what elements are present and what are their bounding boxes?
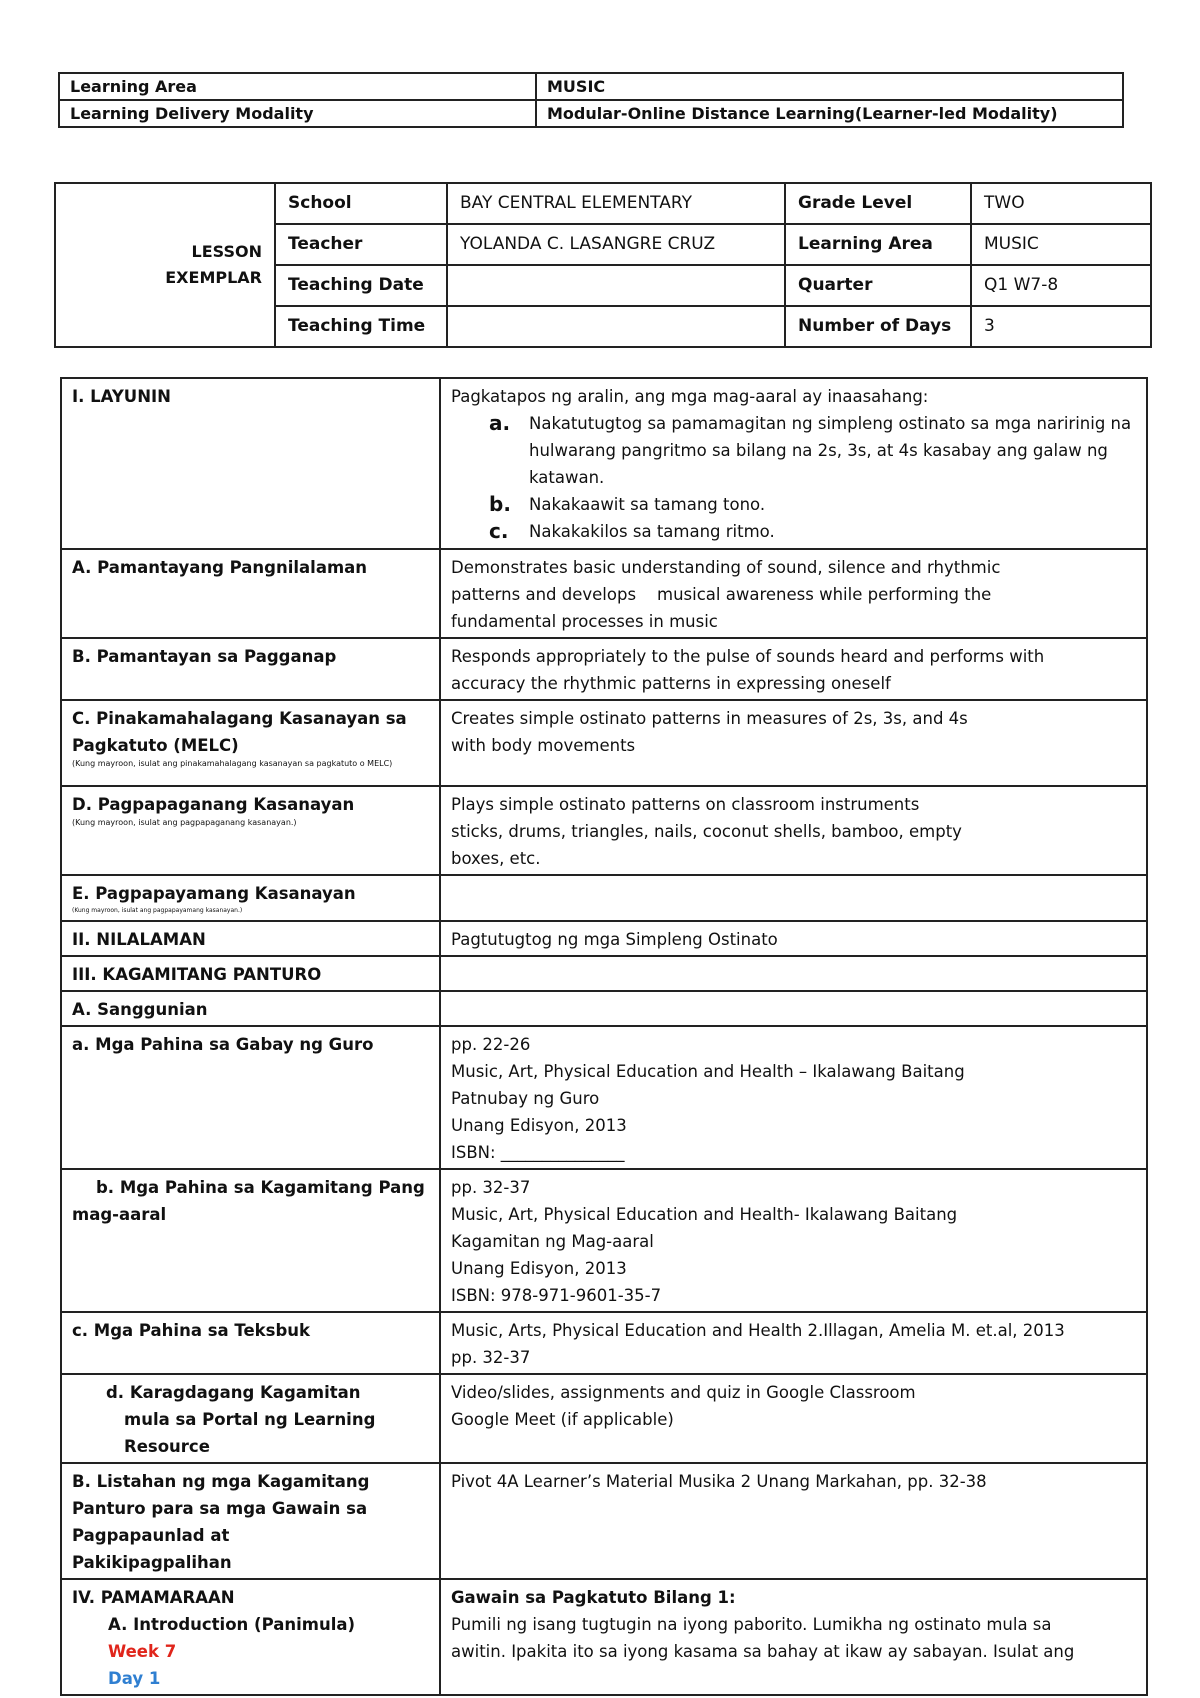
number-of-days-value: 3: [971, 306, 1151, 347]
content-line: with body movements: [451, 736, 636, 755]
teacher-value: YOLANDA C. LASANGRE CRUZ: [447, 224, 785, 265]
content-line: boxes, etc.: [451, 849, 541, 868]
school-value: BAY CENTRAL ELEMENTARY: [447, 183, 785, 224]
layunin-intro: Pagkatapos ng aralin, ang mga mag-aaral ay inaasahang:: [451, 387, 929, 406]
listahan-label: [61, 1463, 440, 1579]
label-line: Panturo para sa mga Gawain sa: [72, 1499, 368, 1518]
label-line: B. Listahan ng mga Kagamitang: [72, 1472, 370, 1491]
number-of-days-label: Number of Days: [785, 306, 971, 347]
learning-area-value: MUSIC: [536, 73, 1123, 100]
gabay-content: [440, 1026, 1147, 1169]
label-line: d. Karagdagang Kagamitan: [106, 1383, 361, 1402]
school-label: School: [275, 183, 447, 224]
list-marker: c.: [489, 519, 509, 543]
content-line: pp. 32-37: [451, 1348, 531, 1367]
teksbuk-label: c. Mga Pahina sa Teksbuk: [61, 1312, 440, 1374]
kagamitan-label: III. KAGAMITANG PANTURO: [61, 956, 440, 991]
content-line: Patnubay ng Guro: [451, 1089, 600, 1108]
pamamaraan-content: [440, 1579, 1147, 1695]
pagganap-label: B. Pamantayan sa Pagganap: [61, 638, 440, 700]
lesson-exemplar-table: [54, 182, 1152, 348]
label-line: Pakikipagpalihan: [72, 1553, 232, 1572]
label-line: Pagpapaunlad at: [72, 1526, 230, 1545]
karagdagang-content: [440, 1374, 1147, 1463]
lesson-exemplar-title: [55, 183, 275, 347]
label-line: Pagkatuto (MELC): [72, 736, 239, 755]
learning-area-table: [58, 72, 1124, 128]
objectives-list: [451, 410, 1136, 545]
label-line: C. Pinakamahalagang Kasanayan sa: [72, 709, 407, 728]
content-line: Unang Edisyon, 2013: [451, 1116, 627, 1135]
melc-note: (Kung mayroon, isulat ang pinakamahalagang kasanayan sa pagkatuto o MELC): [72, 759, 393, 768]
quarter-label: Quarter: [785, 265, 971, 306]
content-line: sticks, drums, triangles, nails, coconut shells, bamboo, empty: [451, 822, 962, 841]
exemplar-title-line: EXEMPLAR: [165, 268, 262, 287]
list-item: [451, 518, 1136, 545]
content-line: ISBN: _______________: [451, 1143, 625, 1162]
content-line: Music, Art, Physical Education and Health- Ikalawang Baitang: [451, 1205, 958, 1224]
content-line: Plays simple ostinato patterns on classroom instruments: [451, 795, 920, 814]
content-line: accuracy the rhythmic patterns in expressing oneself: [451, 674, 891, 693]
sanggunian-label: A. Sanggunian: [61, 991, 440, 1026]
content-line: pp. 32-37: [451, 1178, 531, 1197]
teaching-time-value: [447, 306, 785, 347]
list-marker: a.: [489, 411, 511, 435]
melc-content: [440, 700, 1147, 786]
teacher-label: Teacher: [275, 224, 447, 265]
pangnilalaman-content: [440, 549, 1147, 638]
exemplar-title-line: LESSON: [191, 242, 262, 261]
content-line: patterns and develops musical awareness while performing the: [451, 585, 992, 604]
label-line: b. Mga Pahina sa Kagamitang Pang: [96, 1178, 425, 1197]
pagpapaganang-label: [61, 786, 440, 875]
label-line: A. Introduction (Panimula): [108, 1615, 356, 1634]
list-item: [451, 491, 1136, 518]
content-line: Demonstrates basic understanding of sound, silence and rhythmic: [451, 558, 1001, 577]
melc-label: [61, 700, 440, 786]
layunin-content: [440, 378, 1147, 549]
pamamaraan-label: [61, 1579, 440, 1695]
karagdagang-label: [61, 1374, 440, 1463]
content-line: Pumili ng isang tugtugin na iyong paborito. Lumikha ng ostinato mula sa: [451, 1615, 1052, 1634]
teksbuk-content: [440, 1312, 1147, 1374]
content-line: Google Meet (if applicable): [451, 1410, 674, 1429]
layunin-label: I. LAYUNIN: [61, 378, 440, 549]
lesson-plan-table: [60, 377, 1148, 1696]
pagganap-content: [440, 638, 1147, 700]
nilalaman-value: Pagtutugtog ng mga Simpleng Ostinato: [440, 921, 1147, 956]
content-line: Music, Art, Physical Education and Health – Ikalawang Baitang: [451, 1062, 965, 1081]
pagpapayamang-note: (Kung mayroon, isulat ang pagpapayamang kasanayan.): [72, 907, 243, 914]
quarter-value: Q1 W7-8: [971, 265, 1151, 306]
objective-text: Nakakaawit sa tamang tono.: [529, 495, 766, 514]
label-line: Resource: [124, 1437, 210, 1456]
list-marker: b.: [489, 492, 511, 516]
content-line: Kagamitan ng Mag-aaral: [451, 1232, 654, 1251]
area-value: MUSIC: [971, 224, 1151, 265]
content-line: Unang Edisyon, 2013: [451, 1259, 627, 1278]
content-line: pp. 22-26: [451, 1035, 531, 1054]
content-line: ISBN: 978-971-9601-35-7: [451, 1286, 662, 1305]
kagamitang-pang-content: [440, 1169, 1147, 1312]
label-line: IV. PAMAMARAAN: [72, 1588, 235, 1607]
area-label: Learning Area: [785, 224, 971, 265]
content-line: Music, Arts, Physical Education and Health 2.Illagan, Amelia M. et.al, 2013: [451, 1321, 1065, 1340]
label-line: mag-aaral: [72, 1205, 167, 1224]
label-line: mula sa Portal ng Learning: [124, 1410, 376, 1429]
listahan-value: Pivot 4A Learner’s Material Musika 2 Unang Markahan, pp. 32-38: [440, 1463, 1147, 1579]
pagpapayamang-label: [61, 875, 440, 921]
gabay-label: a. Mga Pahina sa Gabay ng Guro: [61, 1026, 440, 1169]
content-line: awitin. Ipakita ito sa iyong kasama sa bahay at ikaw ay sabayan. Isulat ang: [451, 1642, 1075, 1661]
label-line: E. Pagpapayamang Kasanayan: [72, 884, 356, 903]
content-line: Creates simple ostinato patterns in measures of 2s, 3s, and 4s: [451, 709, 968, 728]
week-label: Week 7: [108, 1642, 177, 1661]
content-line: Video/slides, assignments and quiz in Google Classroom: [451, 1383, 916, 1402]
pangnilalaman-label: A. Pamantayang Pangnilalaman: [61, 549, 440, 638]
grade-level-value: TWO: [971, 183, 1151, 224]
pagpapaganang-note: (Kung mayroon, isulat ang pagpapaganang kasanayan.): [72, 818, 297, 827]
day-label: Day 1: [108, 1669, 161, 1688]
grade-level-label: Grade Level: [785, 183, 971, 224]
objective-text: Nakatutugtog sa pamamagitan ng simpleng ostinato sa mga naririnig na hulwarang pangritmo sa bilang na 2s, 3s, at 4s kasabay ang galaw ng katawan.: [529, 414, 1132, 487]
teaching-date-label: Teaching Date: [275, 265, 447, 306]
kagamitan-content: [440, 956, 1147, 991]
pagpapayamang-content: [440, 875, 1147, 921]
teaching-date-value: [447, 265, 785, 306]
label-line: D. Pagpapaganang Kasanayan: [72, 795, 355, 814]
objective-text: Nakakakilos sa tamang ritmo.: [529, 522, 775, 541]
activity-title: Gawain sa Pagkatuto Bilang 1:: [451, 1588, 736, 1607]
teaching-time-label: Teaching Time: [275, 306, 447, 347]
learning-area-label: Learning Area: [59, 73, 536, 100]
content-line: Responds appropriately to the pulse of sounds heard and performs with: [451, 647, 1045, 666]
kagamitang-pang-label: [61, 1169, 440, 1312]
modality-label: Learning Delivery Modality: [59, 100, 536, 127]
list-item: [451, 410, 1136, 491]
content-line: fundamental processes in music: [451, 612, 718, 631]
nilalaman-label: II. NILALAMAN: [61, 921, 440, 956]
sanggunian-content: [440, 991, 1147, 1026]
pagpapaganang-content: [440, 786, 1147, 875]
modality-value: Modular-Online Distance Learning(Learner-led Modality): [536, 100, 1123, 127]
